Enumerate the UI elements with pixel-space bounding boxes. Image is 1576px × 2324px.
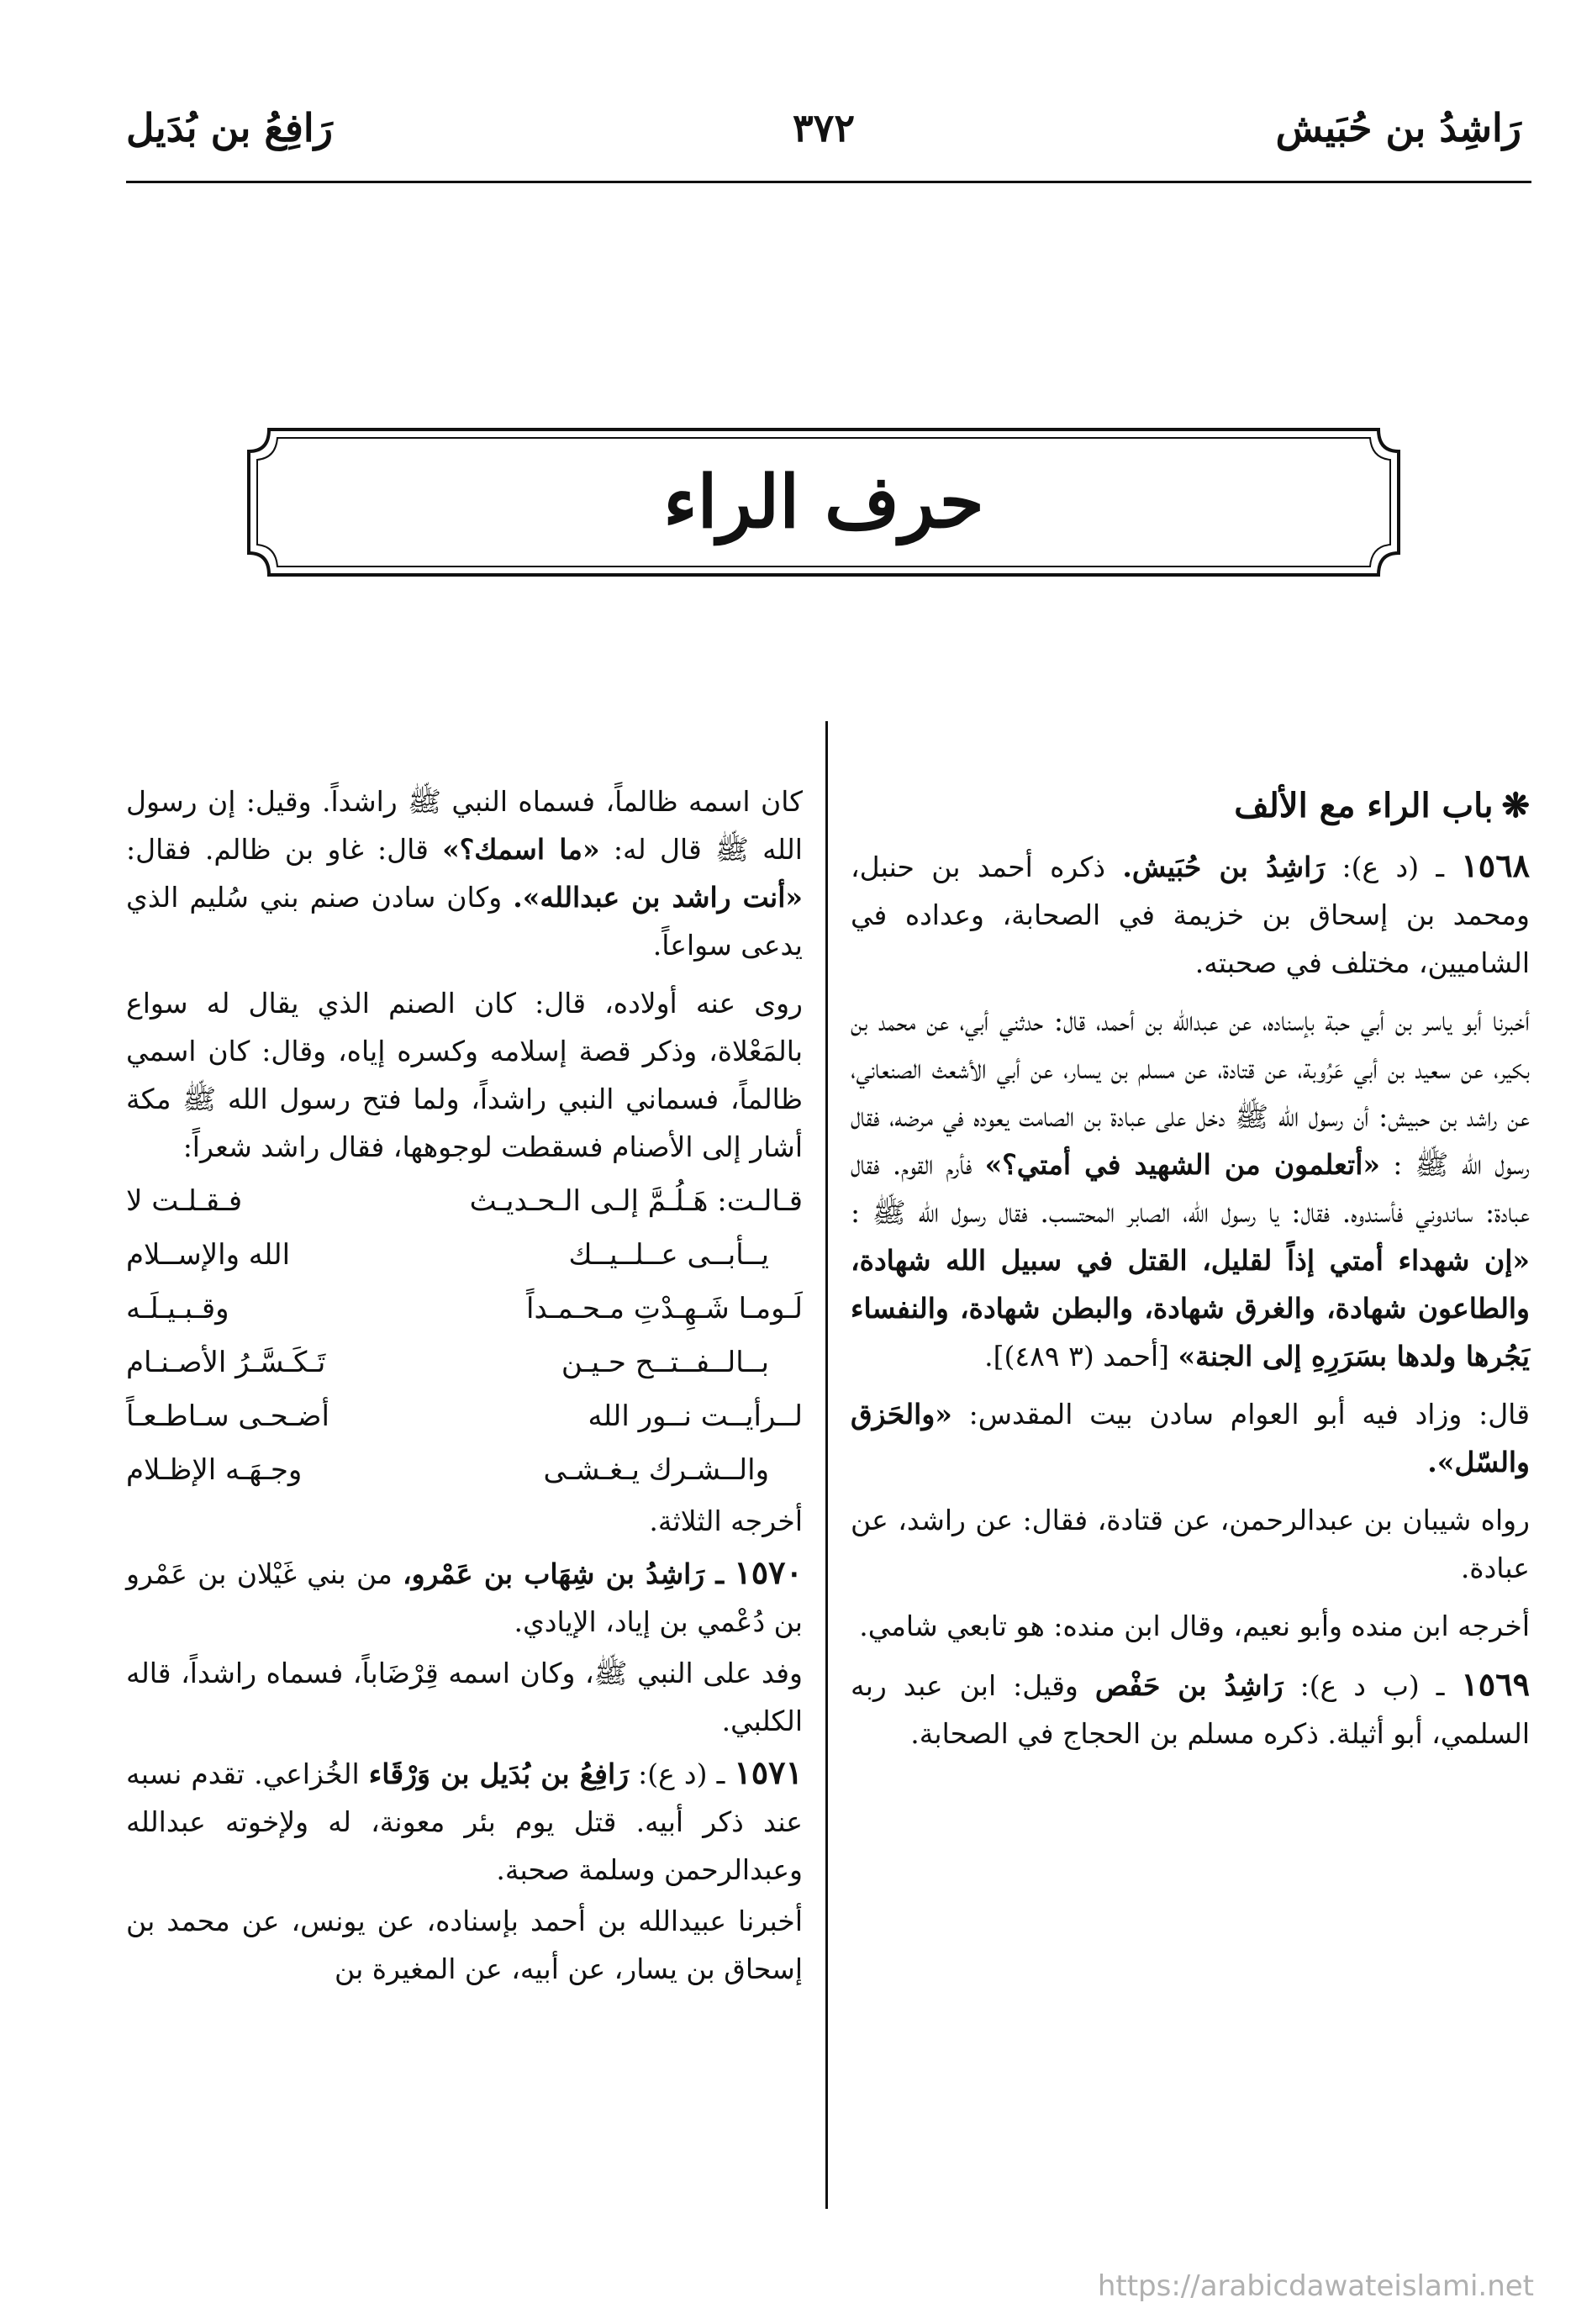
entry-text: وقيل: ابن عبد ربه السلمي، أبو أثيلة. ذكره مسلم بن الحجاج في الصحابة. <box>851 1669 1530 1750</box>
entry-text: من بني غَيْلان بن عَمْرو بن دُعْمي بن إياد، الإيادي. <box>126 1557 803 1638</box>
entry-1568 <box>851 841 1530 987</box>
entry-text: ذكره أحمد بن حنبل، ومحمد بن إسحاق بن خزيمة في الصحابة، وعداده في الشاميين، مختلف في صحبته. <box>851 851 1530 979</box>
narration-paragraph: روى عنه أولاده، قال: كان الصنم الذي يقال له سواع بالمَعْلاة، وذكر قصة إسلامه وكسره إياه، وقال: كان اسمي ظالماً، فسماني النبي راشداً، ولما فتح رسول الله ﷺ مكة أشار إلى الأصنام فسقطت لوجوهها، فقال راشد شعراً: <box>126 987 803 1163</box>
entry-code: ـ (د ع): <box>1341 851 1445 883</box>
section-heading <box>851 782 1530 830</box>
source-paragraph: أخرجه ابن منده وأبو نعيم، وقال ابن منده: هو تابعي شامي. <box>859 1610 1530 1642</box>
paragraph-text: قال: غاو بن ظالم. فقال: <box>126 833 429 866</box>
watermark-url: https://arabicdawateislami.net <box>1097 2269 1534 2303</box>
hemistich: لــرأيــت نــور الله <box>588 1399 803 1433</box>
source-paragraph: أخرجه الثلاثة. <box>649 1505 803 1537</box>
delegation-paragraph: وفد على النبي ﷺ، وكان اسمه قِرْضَاباً، فسماه راشداً، قاله الكلبي. <box>126 1657 803 1737</box>
entry-1571 <box>126 1748 803 1894</box>
verse-line <box>126 1443 803 1497</box>
entry-text: الخُزاعي. تقدم نسبه عند ذكر أبيه. قتل يوم بئر معونة، له ولإخوته عبدالله وعبدالرحمن وسلمة صحبة. <box>126 1757 803 1886</box>
chapter-title-frame <box>244 424 1404 580</box>
hemistich: وقـبـيـلَـه <box>126 1292 229 1325</box>
paragraph-text: وكان سادن صنم بني سُليم الذي يدعى سواعاً. <box>126 881 803 962</box>
hemistich: فـقـلـت لا <box>126 1184 243 1218</box>
column-divider <box>825 721 828 2209</box>
header-rule <box>126 181 1531 183</box>
hadith-quote: «أنت راشد بن عبدالله». <box>513 881 803 914</box>
entry-number: ١٥٧١ <box>734 1753 803 1791</box>
verse-line <box>126 1174 803 1228</box>
verse-line <box>126 1228 803 1282</box>
entry-name: رَافِعُ بن بُدَيل بن وَرْقَاء <box>368 1757 630 1790</box>
star-ornament-icon: ❋ <box>1501 786 1530 825</box>
entry-name: ـ رَاشِدُ بن شِهَاب بن عَمْرو، <box>403 1557 725 1590</box>
entry-1569 <box>851 1660 1530 1757</box>
hadith-quote: «إن شهداء أمتي إذاً لقليل، القتل في سبيل الله شهادة، والطاعون شهادة، والغرق شهادة، والبطن شهادة، والنفساء يَجُرها ولدها بسَرَرِهِ إلى الجنة» <box>851 1244 1530 1373</box>
entry-number: ١٥٦٩ <box>1461 1665 1530 1703</box>
hemistich: أضـحـى سـاطـعـاً <box>126 1399 329 1433</box>
narration-paragraph: رواه شيبان بن عبدالرحمن، عن قتادة، فقال: عن راشد، عن عبادة. <box>851 1504 1530 1584</box>
entry-number: ١٥٦٨ <box>1461 846 1531 884</box>
hadith-text: فأرم القوم. فقال عبادة: ساندوني فأسندوه. فقال: يا رسول الله، الصابر المحتسب. فقال رسول الله ﷺ : <box>851 1148 1530 1229</box>
addition-quote: «والحَزق والسّل». <box>851 1398 1530 1478</box>
entry-code: ـ (د ع): <box>638 1757 725 1790</box>
hemistich: تَـكَـسَّـرُ الأصـنـام <box>126 1346 326 1379</box>
hadith-reference: [أحمد (٣ ٤٨٩)]. <box>984 1340 1170 1373</box>
hadith-quote: «ما اسمك؟» <box>442 833 600 866</box>
hadith-quote: «أتعلمون من الشهيد في أمتي؟» <box>984 1148 1381 1181</box>
addition-paragraph <box>851 1390 1530 1486</box>
entry-name: رَاشِدُ بن حَفْص <box>1094 1669 1283 1702</box>
chapter-title: حرف الراء <box>663 460 984 545</box>
verse-line <box>126 1282 803 1336</box>
hadith-chain: أخبرنا أبو ياسر بن أبي حبة بإسناده، عن عبدالله بن أحمد، قال: حدثني أبي، عن محمد بن بكير، عن سعيد بن أبي عَرُوبة، عن قتادة، عن مسلم بن يسار، عن أبي الأشعث الصنعاني، عن راشد بن حبيش: أن رسول الله ﷺ دخل على عبادة بن الصامت يعوده في مرضه، فقال رسول الله ﷺ : <box>851 1004 1530 1181</box>
hemistich: وجـهَـه الإظـلام <box>126 1453 303 1487</box>
header-left-entry: رَافِعُ بن بُدَيل <box>126 105 333 150</box>
left-column <box>126 777 803 1996</box>
entry-1570 <box>126 1548 803 1646</box>
entry-code: ـ (ب د ع): <box>1299 1669 1445 1702</box>
hadith-paragraph <box>851 997 1530 1380</box>
poem <box>126 1174 803 1497</box>
entry-number: ١٥٧٠ <box>734 1553 803 1591</box>
hemistich: قـالـت: هَـلُـمَّ إلـى الـحـديـث <box>469 1184 803 1218</box>
chain-paragraph: أخبرنا عبيدالله بن أحمد بإسناده، عن يونس، عن محمد بن إسحاق بن يسار، عن أبيه، عن المغيرة بن <box>126 1905 803 1985</box>
entry-name: رَاشِدُ بن حُبَيش. <box>1122 851 1326 883</box>
header-right-entry: رَاشِدُ بن حُبَيش <box>1275 105 1521 150</box>
hemistich: بــالــفــتــح حـيـن <box>561 1346 769 1379</box>
continuation-paragraph <box>126 777 803 969</box>
section-heading-text: باب الراء مع الألف <box>1234 786 1494 825</box>
verse-line <box>126 1336 803 1389</box>
hemistich: لَـومـا شَـهِـدْتِ مـحـمـداً <box>526 1292 803 1325</box>
running-header <box>126 105 1521 172</box>
paragraph-text: كان اسمه ظالماً، فسماه النبي ﷺ راشداً. وقيل: إن رسول الله ﷺ قال له: <box>126 785 803 866</box>
hemistich: والــشـرك يـغـشـى <box>543 1453 769 1487</box>
page-number: ٣٧٢ <box>792 105 856 150</box>
verse-line <box>126 1389 803 1443</box>
addition-text: قال: وزاد فيه أبو العوام سادن بيت المقدس: <box>968 1398 1530 1431</box>
right-column <box>851 782 1530 1768</box>
hemistich: يــأبــى عــلــيــك <box>568 1238 769 1272</box>
hemistich: الله والإســلام <box>126 1238 291 1272</box>
